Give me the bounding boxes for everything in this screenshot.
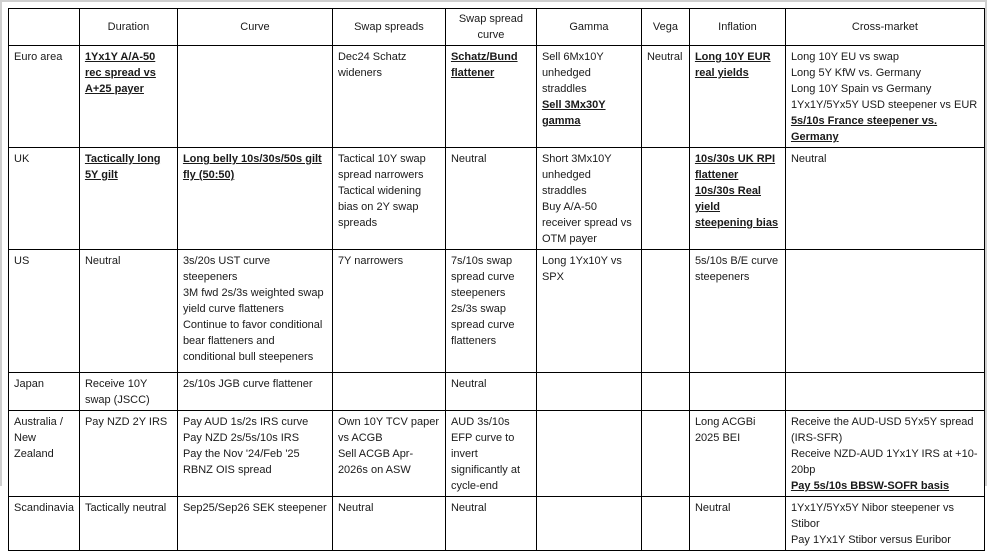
- trade-entry: 2s/3s swap spread curve flatteners: [450, 303, 515, 347]
- cell-japan-curve: [177, 373, 332, 411]
- table-row-us: [9, 250, 985, 373]
- cell-euro-area-duration: [79, 46, 177, 148]
- cell-scandinavia-cross_market: [785, 497, 984, 551]
- trade-entry: Tactically neutral: [84, 502, 167, 514]
- cell-australia-new-zealand-gamma: [536, 411, 641, 497]
- trade-entry: Neutral: [450, 378, 487, 390]
- trade-entry: 7s/10s swap spread curve steepeners: [450, 255, 515, 299]
- cell-scandinavia-duration: [79, 497, 177, 551]
- cell-uk-vega: [641, 148, 689, 250]
- trade-entry: 1Yx1Y/5Yx5Y USD steepener vs EUR: [790, 99, 978, 111]
- cell-scandinavia-swap_spread_curve: [445, 497, 536, 551]
- trade-entry: Pay 5s/10s BBSW-SOFR basis: [790, 480, 950, 492]
- trade-entry: Pay 1Yx1Y Stibor versus Euribor: [790, 534, 951, 546]
- trade-entry: Neutral: [646, 51, 683, 63]
- column-header-region: [9, 9, 80, 46]
- trade-entry: Long 1Yx10Y vs SPX: [541, 255, 622, 283]
- trade-entry: AUD 3s/10s EFP curve to invert significantly at cycle-end: [450, 416, 521, 492]
- trade-entry: Neutral: [790, 153, 827, 165]
- trade-entry: Sell 3Mx30Y gamma: [541, 99, 606, 127]
- trade-entry: Neutral: [450, 153, 487, 165]
- cell-euro-area-curve: [177, 46, 332, 148]
- cell-uk-curve: [177, 148, 332, 250]
- cell-euro-area-swap_spread_curve: [445, 46, 536, 148]
- trade-entry: 1Yx1Y/5Yx5Y Nibor steepener vs Stibor: [790, 502, 954, 530]
- trade-entry: Sell 6Mx10Y unhedged straddles: [541, 51, 604, 95]
- cell-australia-new-zealand-swap_spreads: [332, 411, 445, 497]
- trade-entry: Neutral: [450, 502, 487, 514]
- cell-australia-new-zealand-duration: [79, 411, 177, 497]
- cell-australia-new-zealand-cross_market: [785, 411, 984, 497]
- cell-australia-new-zealand-vega: [641, 411, 689, 497]
- trade-entry: Long 5Y KfW vs. Germany: [790, 67, 921, 79]
- trade-entry: Schatz/Bund flattener: [450, 51, 518, 79]
- region-label-uk: UK: [9, 148, 80, 250]
- column-header-inflation: Inflation: [689, 9, 785, 46]
- cell-us-duration: [79, 250, 177, 373]
- table-row-australia-new-zealand: [9, 411, 985, 497]
- trade-entry: Tactical widening bias on 2Y swap spreads: [337, 185, 422, 229]
- trade-entry: Long 10Y EUR real yields: [694, 51, 771, 79]
- trade-entry: Own 10Y TCV paper vs ACGB: [337, 416, 440, 444]
- trade-entry: 3M fwd 2s/3s weighted swap yield curve flatteners: [182, 287, 324, 315]
- cell-japan-inflation: [689, 373, 785, 411]
- cell-euro-area-gamma: [536, 46, 641, 148]
- trade-entry: Pay the Nov '24/Feb '25 RBNZ OIS spread: [182, 448, 300, 476]
- trade-entry: Long ACGBi 2025 BEI: [694, 416, 756, 444]
- region-label-australia-new-zealand: Australia / New Zealand: [9, 411, 80, 497]
- cell-euro-area-cross_market: [785, 46, 984, 148]
- column-header-curve: Curve: [177, 9, 332, 46]
- trade-entry: Tactically long 5Y gilt: [84, 153, 161, 181]
- column-header-vega: Vega: [641, 9, 689, 46]
- trade-entry: Dec24 Schatz wideners: [337, 51, 407, 79]
- table-header: [9, 9, 985, 46]
- trade-entry: 2s/10s JGB curve flattener: [182, 378, 313, 390]
- trade-entry: 3s/20s UST curve steepeners: [182, 255, 271, 283]
- trade-entry: 5s/10s France steepener vs. Germany: [790, 115, 938, 143]
- cell-australia-new-zealand-swap_spread_curve: [445, 411, 536, 497]
- cell-australia-new-zealand-inflation: [689, 411, 785, 497]
- cell-japan-swap_spreads: [332, 373, 445, 411]
- table-body: [9, 46, 985, 551]
- table-row-euro-area: [9, 46, 985, 148]
- trade-entry: Receive NZD-AUD 1Yx1Y IRS at +10-20bp: [790, 448, 978, 476]
- cell-euro-area-vega: [641, 46, 689, 148]
- cell-scandinavia-inflation: [689, 497, 785, 551]
- cell-us-gamma: [536, 250, 641, 373]
- trade-entry: Receive the AUD-USD 5Yx5Y spread (IRS-SFR): [790, 416, 974, 444]
- cell-uk-swap_spread_curve: [445, 148, 536, 250]
- cell-uk-duration: [79, 148, 177, 250]
- cell-scandinavia-swap_spreads: [332, 497, 445, 551]
- trade-entry: Pay NZD 2Y IRS: [84, 416, 168, 428]
- cell-us-vega: [641, 250, 689, 373]
- trade-entry: Long 10Y Spain vs Germany: [790, 83, 932, 95]
- cell-us-swap_spread_curve: [445, 250, 536, 373]
- trade-entry: Neutral: [337, 502, 374, 514]
- trade-entry: Pay NZD 2s/5s/10s IRS: [182, 432, 300, 444]
- cell-australia-new-zealand-curve: [177, 411, 332, 497]
- trade-entry: 10s/30s Real yield steepening bias: [694, 185, 779, 229]
- cell-japan-swap_spread_curve: [445, 373, 536, 411]
- cell-japan-gamma: [536, 373, 641, 411]
- cell-euro-area-swap_spreads: [332, 46, 445, 148]
- table-row-scandinavia: [9, 497, 985, 551]
- cell-japan-cross_market: [785, 373, 984, 411]
- trade-recommendations-table: [8, 8, 985, 551]
- cell-uk-swap_spreads: [332, 148, 445, 250]
- cell-japan-duration: [79, 373, 177, 411]
- column-header-swap-spread-curve: Swap spread curve: [445, 9, 536, 46]
- cell-scandinavia-gamma: [536, 497, 641, 551]
- trade-entry: Receive 10Y swap (JSCC): [84, 378, 150, 406]
- region-label-us: US: [9, 250, 80, 373]
- table-row-japan: [9, 373, 985, 411]
- trade-entry: Long 10Y EU vs swap: [790, 51, 899, 63]
- trade-entry: Sell ACGB Apr-2026s on ASW: [337, 448, 414, 476]
- column-header-cross-market: Cross-market: [785, 9, 984, 46]
- column-header-swap-spreads: Swap spreads: [332, 9, 445, 46]
- trade-entry: 1Yx1Y A/A-50 rec spread vs A+25 payer: [84, 51, 156, 95]
- trade-entry: Tactical 10Y swap spread narrowers: [337, 153, 426, 181]
- column-header-gamma: Gamma: [536, 9, 641, 46]
- trade-entry: 10s/30s UK RPI flattener: [694, 153, 776, 181]
- trade-entry: Pay AUD 1s/2s IRS curve: [182, 416, 309, 428]
- header-row: [9, 9, 985, 46]
- cell-japan-vega: [641, 373, 689, 411]
- trade-entry: 7Y narrowers: [337, 255, 404, 267]
- trade-entry: Neutral: [84, 255, 121, 267]
- trade-entry: Neutral: [694, 502, 731, 514]
- region-label-euro-area: Euro area: [9, 46, 80, 148]
- cell-uk-gamma: [536, 148, 641, 250]
- cell-uk-inflation: [689, 148, 785, 250]
- trade-entry: Buy A/A-50 receiver spread vs OTM payer: [541, 201, 632, 245]
- region-label-japan: Japan: [9, 373, 80, 411]
- trade-entry: Short 3Mx10Y unhedged straddles: [541, 153, 612, 197]
- column-header-duration: Duration: [79, 9, 177, 46]
- trade-entry: Sep25/Sep26 SEK steepener: [182, 502, 327, 514]
- trade-entry: 5s/10s B/E curve steepeners: [694, 255, 779, 283]
- trade-entry: Long belly 10s/30s/50s gilt fly (50:50): [182, 153, 322, 181]
- cell-euro-area-inflation: [689, 46, 785, 148]
- trade-entry: Continue to favor conditional bear flatteners and conditional bull steepeners: [182, 319, 323, 363]
- cell-scandinavia-vega: [641, 497, 689, 551]
- cell-uk-cross_market: [785, 148, 984, 250]
- cell-us-cross_market: [785, 250, 984, 373]
- cell-us-inflation: [689, 250, 785, 373]
- table-row-uk: [9, 148, 985, 250]
- cell-us-swap_spreads: [332, 250, 445, 373]
- cell-scandinavia-curve: [177, 497, 332, 551]
- region-label-scandinavia: Scandinavia: [9, 497, 80, 551]
- cell-us-curve: [177, 250, 332, 373]
